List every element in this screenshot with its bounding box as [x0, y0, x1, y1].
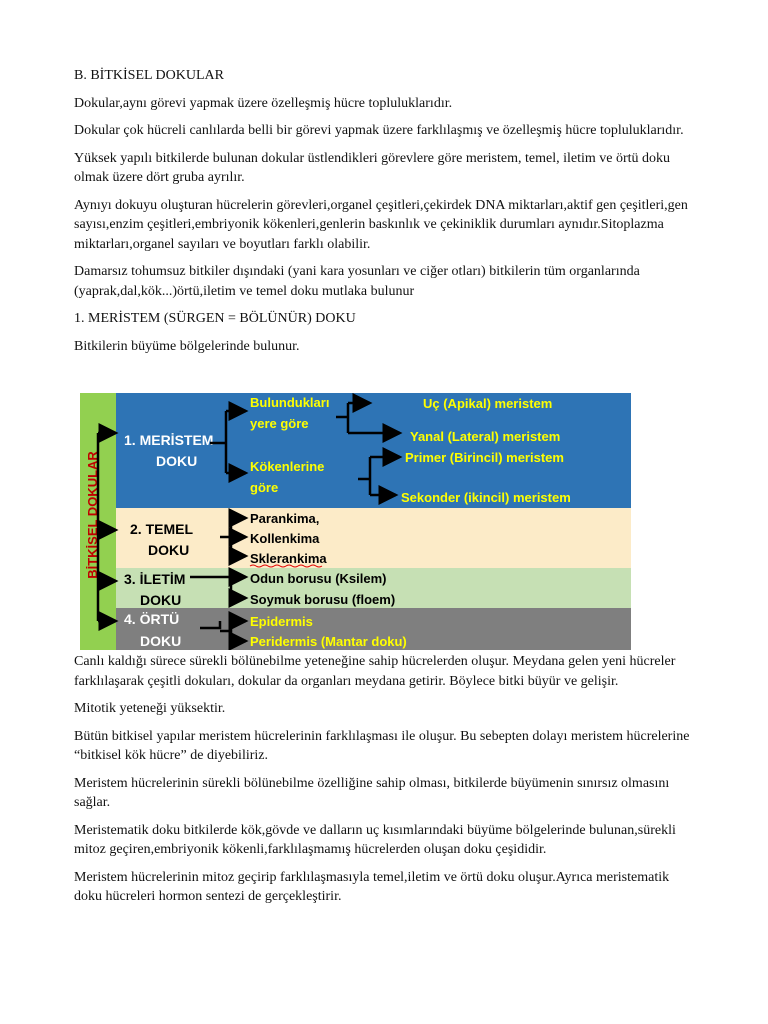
paragraph: Dokular çok hücreli canlılarda belli bir görevi yapmak üzere farklılaşmış ve özelleşmiş hücre topluluklarıdır.	[74, 123, 684, 138]
temel-item-sklerankima: Sklerankima	[250, 551, 327, 566]
paragraph: Canlı kaldığı sürece sürekli bölünebilme yeteneğine sahip hücrelerden oluşur. Meydana gelen yeni hücreler farklılaşarak çeşitli dokuları, dokular da organları meydana getirir. Böylece bitki büyür ve gelişir.	[74, 654, 676, 689]
ortu-item-epidermis: Epidermis	[250, 614, 313, 629]
iletim-item-ksilem: Odun borusu (Ksilem)	[250, 571, 387, 586]
paragraph: Mitotik yeteneği yüksektir.	[74, 701, 226, 716]
ortu-title: 4. ÖRTÜ	[124, 611, 180, 627]
paragraph: Meristematik doku bitkilerde kök,gövde ve dalların uç kısımlarındaki büyüme bölgelerinde bulunan,sürekli mitoz geçiren,embriyonik kökenli,farklılaşmamış hücrelerden oluşan doku çeşididir.	[74, 822, 676, 857]
leaf-apikal: Uç (Apikal) meristem	[423, 396, 553, 411]
plant-tissue-diagram	[80, 393, 631, 650]
paragraph: Damarsız tohumsuz bitkiler dışındaki (yani kara yosunları ve ciğer otları) bitkilerin tüm organlarında (yaprak,dal,kök...)örtü,iletim ve temel doku mutlaka bulunur	[74, 264, 640, 299]
paragraph: Meristem hücrelerinin mitoz geçirip farklılaşmasıyla temel,iletim ve örtü doku oluşur.Ayrıca meristematik doku hücreleri hormon sentezi de gerçekleştirir.	[74, 869, 670, 904]
leaf-lateral: Yanal (Lateral) meristem	[410, 429, 561, 444]
meristem-title-doku: DOKU	[156, 453, 198, 469]
branch-origin-2: göre	[250, 480, 279, 495]
iletim-title-doku: DOKU	[140, 592, 182, 608]
leaf-primer: Primer (Birincil) meristem	[405, 450, 564, 465]
meristem-title: 1. MERİSTEM	[124, 432, 214, 448]
ortu-title-doku: DOKU	[140, 633, 182, 649]
temel-title-doku: DOKU	[148, 542, 190, 558]
document-top	[74, 66, 694, 364]
branch-location-2: yere göre	[250, 416, 309, 431]
ortu-item-peridermis: Peridermis (Mantar doku)	[250, 634, 407, 649]
branch-origin: Kökenlerine	[250, 459, 325, 474]
side-label: BİTKİSEL DOKULAR	[85, 451, 100, 579]
branch-location: Bulundukları	[250, 395, 330, 410]
paragraph: Yüksek yapılı bitkilerde bulunan dokular üstlendikleri görevlere göre meristem, temel, iletim ve örtü doku olmak üzere dört gruba ayrılır.	[74, 150, 671, 185]
paragraph: Dokular,aynı görevi yapmak üzere özelleşmiş hücre topluluklarıdır.	[74, 95, 453, 111]
document-bottom	[74, 652, 694, 915]
paragraph: Meristem hücrelerinin sürekli bölünebilme özelliğine sahip olması, bitkilerde büyümenin sınırsız olmasını sağlar.	[74, 775, 670, 810]
leaf-sekonder: Sekonder (ikincil) meristem	[401, 490, 571, 505]
temel-item-kollenkima: Kollenkima	[250, 531, 320, 546]
paragraph: Aynıyı dokuyu oluşturan hücrelerin görevleri,organel çeşitleri,çekirdek DNA miktarları,aktif gen çeşitleri,gen sayısı,enzim çeşitleri,embriyonik kökenleri,genlerin baskınlık ve çekiniklik durumları aynıdır.Sitoplazma miktarları,organel sayıları ve boyutları farklı olabilir.	[74, 197, 688, 252]
temel-item-parankima: Parankima,	[250, 511, 320, 526]
section-heading: B. BİTKİSEL DOKULAR	[74, 68, 224, 83]
paragraph: Bütün bitkisel yapılar meristem hücrelerinin farklılaşması ile oluşur. Bu sebepten dolayı meristem hücrelerine “bitkisel kök hücre” de diyebiliriz.	[74, 728, 690, 763]
iletim-title: 3. İLETİM	[124, 571, 186, 587]
paragraph: Bitkilerin büyüme bölgelerinde bulunur.	[74, 338, 300, 354]
subsection-heading: 1. MERİSTEM (SÜRGEN = BÖLÜNÜR) DOKU	[74, 311, 356, 326]
temel-band	[116, 508, 631, 568]
iletim-item-floem: Soymuk borusu (floem)	[250, 592, 396, 607]
temel-title: 2. TEMEL	[130, 521, 194, 537]
